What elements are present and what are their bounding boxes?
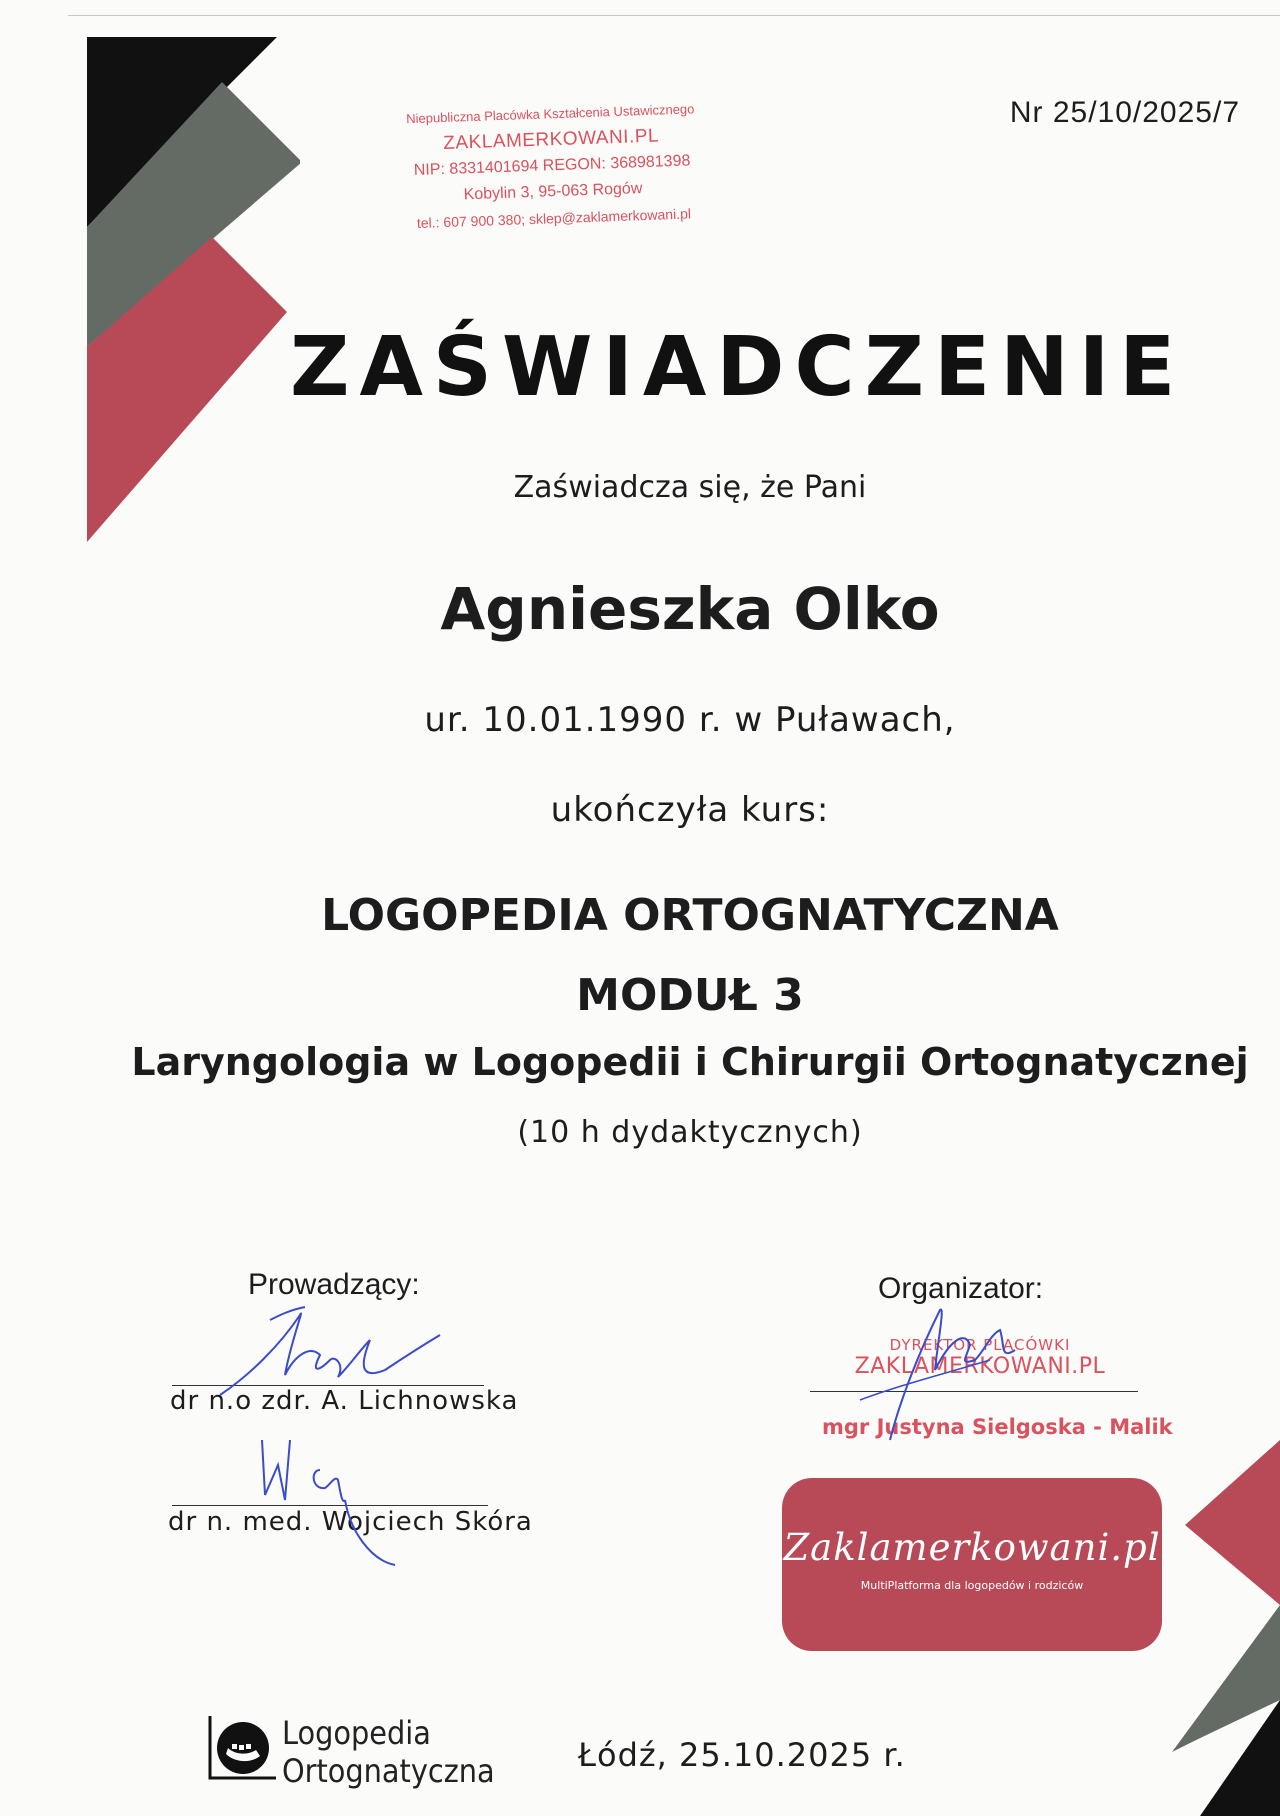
course-module: MODUŁ 3	[576, 970, 804, 1021]
document-title: ZAŚWIADCZENIE	[290, 320, 1186, 415]
organizer-label: Organizator:	[878, 1272, 1044, 1305]
issuer-tax-ids: NIP: 8331401694 REGON: 368981398	[413, 152, 691, 180]
brand-tagline: MultiPlatforma dla logopedów i rodziców	[860, 1579, 1084, 1592]
lead-signatory-1: dr n.o zdr. A. Lichnowska	[170, 1386, 519, 1416]
issuer-type: Niepubliczna Placówka Kształcenia Ustawicznego	[405, 101, 695, 127]
logo-line-1: Logopedia	[282, 1714, 431, 1752]
document-number: Nr 25/10/2025/7	[1009, 96, 1240, 129]
director-title: DYREKTOR PLACÓWKI	[889, 1336, 1071, 1354]
course-name: LOGOPEDIA ORTOGNATYCZNA	[321, 890, 1059, 941]
birth-info: ur. 10.01.1990 r. w Puławach,	[424, 700, 956, 740]
issuer-stamp	[300, 93, 804, 240]
completed-text: ukończyła kurs:	[550, 790, 830, 830]
course-subtitle: Laryngologia w Logopedii i Chirurgii Ortognatycznej	[131, 1040, 1249, 1084]
logo-line-2: Ortognatyczna	[282, 1752, 495, 1790]
brand-name: Zaklamerkowani.pl	[783, 1526, 1161, 1569]
logopedia-logo-text	[282, 1714, 495, 1790]
place-and-date: Łódź, 25.10.2025 r.	[578, 1736, 906, 1774]
intro-text: Zaświadcza się, że Pani	[513, 470, 867, 505]
director-organization: ZAKLAMERKOWANI.PL	[854, 1354, 1106, 1379]
lead-signatory-2: dr n. med. Wojciech Skóra	[168, 1507, 533, 1537]
signature-lead-2	[250, 1430, 410, 1580]
brand-badge	[782, 1478, 1162, 1651]
signature-organizer	[840, 1290, 1060, 1450]
organizer-name: mgr Justyna Sielgoska - Malik	[822, 1415, 1173, 1439]
logopedia-logo-icon	[206, 1710, 278, 1782]
course-hours: (10 h dydaktycznych)	[517, 1115, 863, 1150]
signature-lead-1	[210, 1285, 470, 1435]
recipient-name: Agnieszka Olko	[440, 575, 940, 643]
lead-label: Prowadzący:	[248, 1268, 420, 1301]
issuer-contact: tel.: 607 900 380; sklep@zaklamerkowani.pl	[416, 205, 692, 231]
issuer-name: ZAKLAMERKOWANI.PL	[442, 125, 660, 155]
issuer-address: Kobylin 3, 95-063 Rogów	[463, 180, 643, 204]
